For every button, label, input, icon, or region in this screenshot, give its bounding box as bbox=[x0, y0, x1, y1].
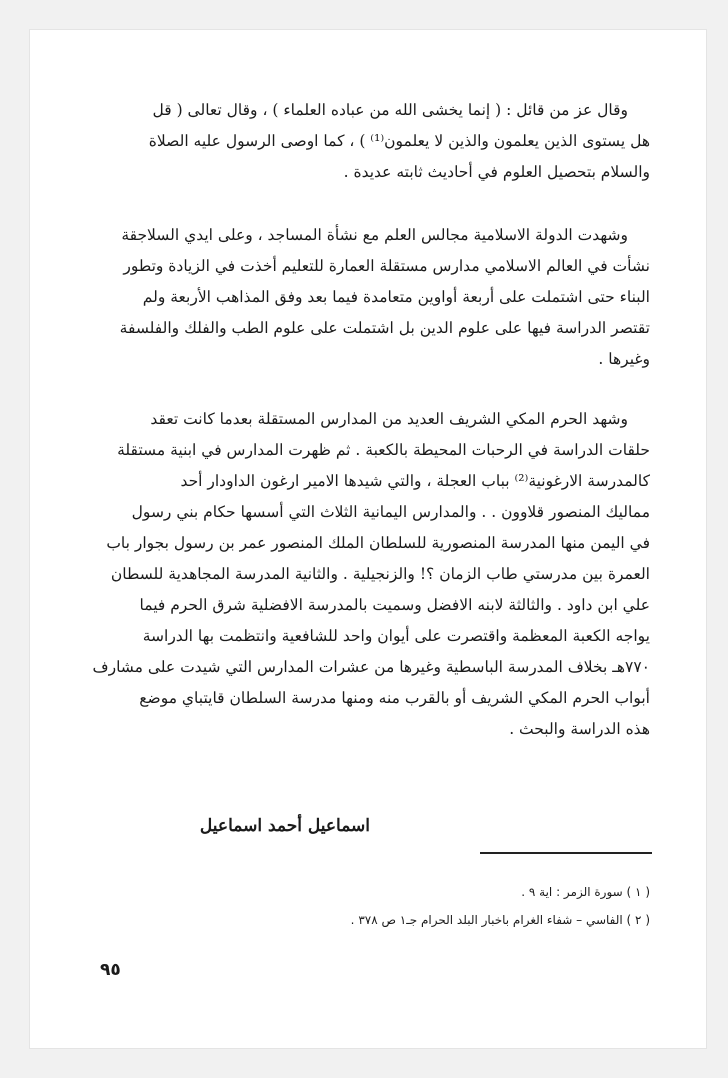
text-line: أبواب الحرم المكي الشريف أو بالقرب منه ومنها مدرسة السلطان قايتباي موضع bbox=[139, 689, 650, 707]
text-line: حلقات الدراسة في الرحبات المحيطة بالكعبة . ثم ظهرت المدارس في ابنية مستقلة bbox=[117, 441, 650, 459]
footnote-divider bbox=[480, 852, 652, 854]
text-line: يواجه الكعبة المعظمة واقتصرت على أيوان واحد للشافعية وانتظمت بها الدراسة bbox=[142, 627, 650, 645]
paragraph-haram-schools bbox=[92, 404, 650, 745]
text-line: هذه الدراسة والبحث . bbox=[509, 720, 650, 738]
text-line: البناء حتى اشتملت على أربعة أواوين متعامدة فيما بعد وفق المذاهب الأربعة ولم bbox=[142, 288, 650, 306]
text-line: علي ابن داود . والثالثة لابنه الافضل وسميت بالمدرسة الافضلية شرق الحرم فيما bbox=[139, 596, 650, 614]
author-signature: اسماعيل أحمد اسماعيل bbox=[199, 816, 370, 836]
text-line: وغيرها . bbox=[598, 350, 650, 368]
text-line: كالمدرسة الارغونية⁽²⁾ بباب العجلة ، والتي شيدها الامير ارغون الداودار أحد bbox=[180, 472, 650, 490]
text-line: وقال عز من قائل : ( إنما يخشى الله من عباده العلماء ) ، وقال تعالى ( قل bbox=[152, 101, 628, 119]
text-line: نشأت في العالم الاسلامي مدارس مستقلة العمارة للتعليم أخذت في الزيادة وتطور bbox=[123, 257, 650, 275]
text-line: وشهد الحرم المكي الشريف العديد من المدارس المستقلة بعدما كانت تعقد bbox=[150, 410, 628, 428]
text-line: هل يستوى الذين يعلمون والذين لا يعلمون⁽¹⁾ ) ، كما اوصى الرسول عليه الصلاة bbox=[148, 132, 650, 150]
text-line: تقتصر الدراسة فيها على علوم الدين بل اشتملت على علوم الطب والفلك والفلسفة bbox=[119, 319, 650, 337]
footnote-2: ( ٢ ) الفاسي – شفاء الغرام باخبار البلد الحرام جـ١ ص ٣٧٨ . bbox=[350, 913, 650, 927]
text-line: ٧٧٠هـ بخلاف المدرسة الباسطية وغيرها من عشرات المدارس التي شيدت على مشارف bbox=[92, 658, 650, 676]
text-line: وشهدت الدولة الاسلامية مجالس العلم مع نشأة المساجد ، وعلى ايدي السلاجقة bbox=[121, 226, 628, 244]
text-line: مماليك المنصور قلاوون . . والمدارس اليمانية الثلاث التي أسسها حكام بني رسول bbox=[131, 503, 650, 521]
footnote-1: ( ١ ) سورة الزمر : اية ٩ . bbox=[521, 885, 650, 899]
text-line: العمرة بين مدرستي طاب الزمان ؟! والزنجيلية . والثانية المدرسة المجاهدية للسطان bbox=[110, 565, 650, 583]
footnotes bbox=[250, 878, 650, 934]
text-line: والسلام بتحصيل العلوم في أحاديث ثابته عديدة . bbox=[343, 163, 650, 181]
paragraph-islamic-schools bbox=[92, 220, 650, 375]
page-number: ٩٥ bbox=[100, 960, 121, 980]
text-line: في اليمن منها المدرسة المنصورية للسلطان الملك المنصور عمر بن رسول بجوار باب bbox=[106, 534, 650, 552]
paragraph-quran-quotes bbox=[92, 95, 650, 188]
